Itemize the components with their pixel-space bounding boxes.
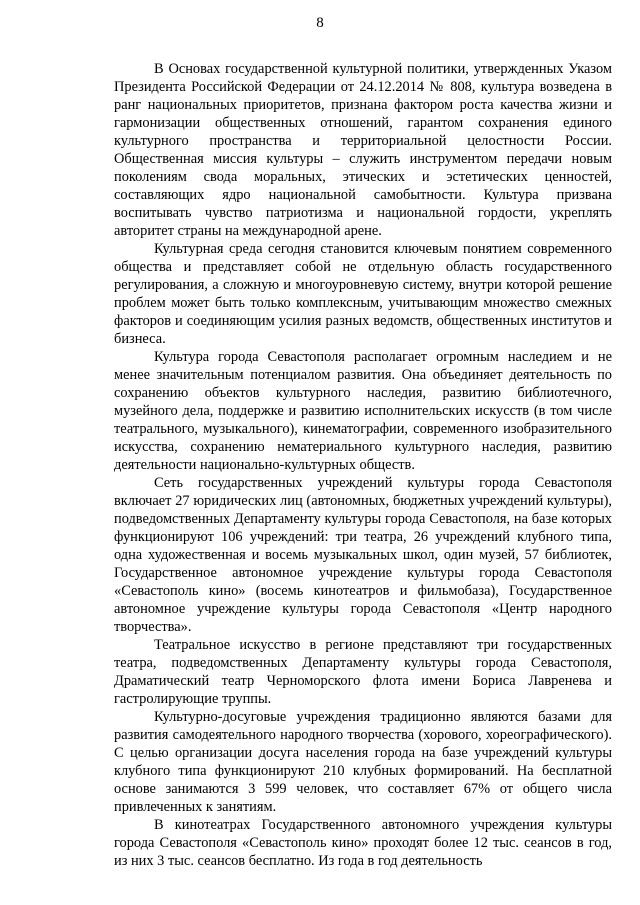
paragraph-sevastopol-culture: Культура города Севастополя располагает огромным наследием и не менее значительным потенциалом развития. Она объединяет деятельность по сохранению объектов культурного наследия, развитию библиотечного, музейного дела, поддержке и развитию исполнительских искусств (в том числе театрального, музыкального), кинематографии, современного изобразительного искусства, сохранению нематериального культурного наследия, развитию деятельности национально-культурных обществ. — [114, 349, 612, 473]
paragraph-cultural-leisure: Культурно-досуговые учреждения традиционно являются базами для развития самодеятельного народного творчества (хорового, хореографического). С целью организации досуга населения города на базе учреждений культуры клубного типа функционируют 210 клубных формирований. На бесплатной основе занимаются 3 599 человек, что составляет 67% от общего числа привлеченных к занятиям. — [114, 709, 612, 815]
paragraph-institutions-network: Сеть государственных учреждений культуры города Севастополя включает 27 юридических лиц (автономных, бюджетных учреждений культуры), подведомственных Департаменту культуры города Севастополя, на базе которых функционируют 106 учреждений: три театра, 26 учреждений клубного типа, одна художественная и восемь музыкальных школ, один музей, 57 библиотек, Государственное автономное учреждение культуры города Севастополя «Севастополь кино» (восемь кинотеатров и фильмобаза), Государственное автономное учреждение культуры города Севастополя «Центр народного творчества». — [114, 475, 612, 635]
paragraph-cultural-environment: Культурная среда сегодня становится ключевым понятием современного общества и представляет собой не отдельную область государственного регулирования, а сложную и многоуровневую систему, внутри которой решение проблем может быть только комплексным, учитывающим множество смежных факторов и соединяющим усилия разных ведомств, общественных институтов и бизнеса. — [114, 241, 612, 347]
document-body — [114, 60, 612, 870]
paragraph-cultural-policy: В Основах государственной культурной политики, утвержденных Указом Президента Российской Федерации от 24.12.2014 № 808, культура возведена в ранг национальных приоритетов, признана фактором роста качества жизни и гармонизации общественных отношений, гарантом сохранения единого культурного пространства и территориальной целостности России. Общественная миссия культуры – служить инструментом передачи новым поколениям свода моральных, этических и эстетических ценностей, составляющих ядро национальной самобытности. Культура призвана воспитывать чувство патриотизма и национальной гордости, укреплять авторитет страны на международной арене. — [114, 61, 612, 239]
paragraph-theatre-art: Театральное искусство в регионе представляют три государственных театра, подведомственных Департаменту культуры города Севастополя, Драматический театр Черноморского флота имени Бориса Лавренева и гастролирующие труппы. — [114, 637, 612, 707]
paragraph-cinemas: В кинотеатрах Государственного автономного учреждения культуры города Севастополя «Севастополь кино» проходят более 12 тыс. сеансов в год, из них 3 тыс. сеансов бесплатно. Из года в год деятельность — [114, 817, 612, 869]
page-number: 8 — [316, 15, 324, 31]
